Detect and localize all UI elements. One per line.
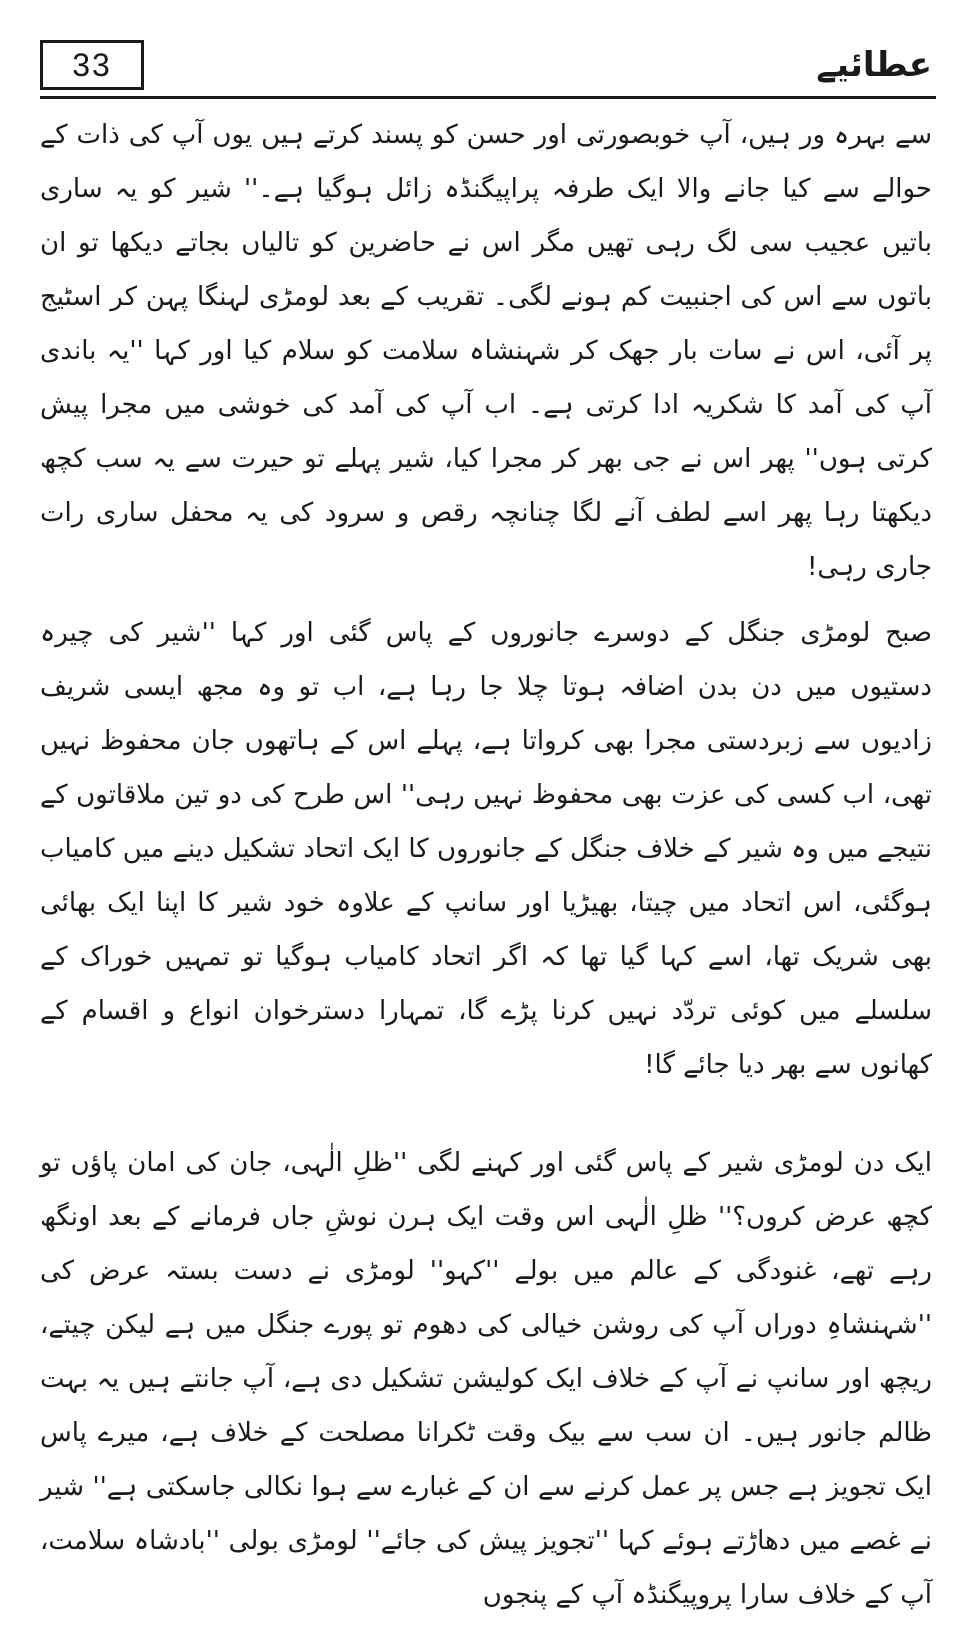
body-text — [40, 108, 932, 1622]
paragraph: ایک دن لومڑی شیر کے پاس گئی اور کہنے لگی ''ظلِ الٰہی، جان کی امان پاؤں تو کچھ عرض کروں؟'' ظلِ الٰہی اس وقت ایک ہرن نوشِ جاں فرمانے کے بعد اونگھ رہے تھے، غنودگی کے عالم میں بولے ''کہو'' لومڑی نے دست بستہ عرض کی ''شہنشاہِ دوراں آپ کی روشن خیالی کی دھوم تو پورے جنگل میں ہے لیکن چیتے، ریچھ اور سانپ نے آپ کے خلاف ایک کولیشن تشکیل دی ہے، آپ جانتے ہیں یہ بہت ظالم جانور ہیں۔ ان سب سے بیک وقت ٹکرانا مصلحت کے خلاف ہے، میرے پاس ایک تجویز ہے جس پر عمل کرنے سے ان کے غبارے سے ہوا نکالی جاسکتی ہے'' شیر نے غصے میں دھاڑتے ہوئے کہا ''تجویز پیش کی جائے'' لومڑی بولی ''بادشاہ سلامت، آپ کے خلاف سارا پروپیگنڈہ آپ کے پنجوں — [40, 1148, 932, 1610]
running-title: عطائیے — [816, 45, 932, 85]
header-rule — [40, 96, 936, 99]
paragraph: سے بہرہ ور ہیں، آپ خوبصورتی اور حسن کو پسند کرتے ہیں یوں آپ کی ذات کے حوالے سے کیا جانے والا ایک طرفہ پراپیگنڈہ زائل ہوگیا ہے۔'' شیر کو یہ ساری باتیں عجیب سی لگ رہی تھیں مگر اس نے حاضرین کو تالیاں بجاتے دیکھا تو ان باتوں سے اس کی اجنبیت کم ہونے لگی۔ تقریب کے بعد لومڑی لہنگا پہن کر اسٹیج پر آئی، اس نے سات بار جھک کر شہنشاہ سلامت کو سلام کیا اور کہا ''یہ باندی آپ کی آمد کا شکریہ ادا کرتی ہے۔ اب آپ کی آمد کی خوشی میں مجرا پیش کرتی ہوں'' پھر اس نے جی بھر کر مجرا کیا، شیر پہلے تو حیرت سے یہ سب کچھ دیکھتا رہا پھر اسے لطف آنے لگا چنانچہ رقص و سرود کی یہ محفل ساری رات جاری رہی! — [40, 120, 932, 582]
page-number: 33 — [40, 40, 144, 90]
paragraph: صبح لومڑی جنگل کے دوسرے جانوروں کے پاس گئی اور کہا ''شیر کی چیرہ دستیوں میں دن بدن اضافہ ہوتا چلا جا رہا ہے، اب تو وہ مجھ ایسی شریف زادیوں سے زبردستی مجرا بھی کرواتا ہے، پہلے اس کے ہاتھوں جان محفوظ نہیں تھی، اب کسی کی عزت بھی محفوظ نہیں رہی'' اس طرح کی دو تین ملاقاتوں کے نتیجے میں وہ شیر کے خلاف جنگل کے جانوروں کا ایک اتحاد تشکیل دینے میں کامیاب ہوگئی، اس اتحاد میں چیتا، بھیڑیا اور سانپ کے علاوہ خود شیر کا اپنا ایک بھائی بھی شریک تھا، اسے کہا گیا تھا کہ اگر اتحاد کامیاب ہوگیا تو تمہیں خوراک کے سلسلے میں کوئی تردّد نہیں کرنا پڑے گا، تمہارا دسترخوان انواع و اقسام کے کھانوں سے بھر دیا جائے گا! — [40, 618, 932, 1080]
